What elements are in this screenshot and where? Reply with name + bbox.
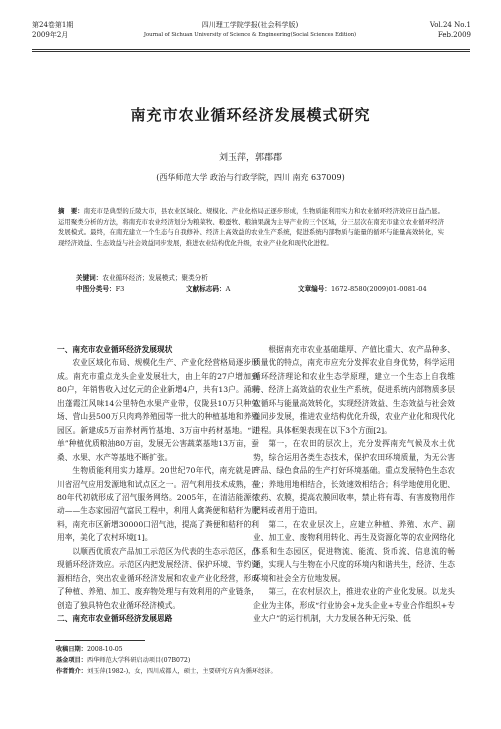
volume-issue-en: Vol.24 No.1 <box>429 21 471 29</box>
fund-value: 西华师范大学科研启动项目(07B072) <box>86 657 191 664</box>
article-value: 1672-8580(2009)01-0081-04 <box>330 285 427 293</box>
doc-value: A <box>225 285 231 293</box>
footnote-author <box>56 667 456 677</box>
article-number <box>298 283 427 293</box>
journal-name-en: Journal of Sichuan University of Science & Engineering(Social Sciences Edition) <box>143 32 357 38</box>
doc-label: 文献标志码： <box>186 285 226 293</box>
paragraph: 以顺西优质农产品加工示范区为代表的生态示范区，凸现循环经济效应。示范区内把发展经济、保护环境、节约资源相结合，突出农业循环经济发展和农业产业化经营，形成了种植、养殖、加工、废弃物处理与有效利用的产业链条，创造了独具特色农业循环经济模式。 <box>57 546 259 610</box>
right-column <box>253 343 455 626</box>
received-label: 收稿日期： <box>56 646 87 653</box>
paragraph: 生物质能利用实力雄厚。20世纪70年代，南充就是四川省沼气应用发源地和试点区之一。沼气利用技术成熟，在80年代初就形成了沼气服务网络。2005年，在清洁能源行动——生态家园沼气富民工程中，利用人禽粪便和秸秆为原料，南充市区新增30000口沼气池，提高了粪便和秸秆的利用率，美化了农村环境[1]。 <box>57 466 259 543</box>
section-heading-1: 一、南充市农业循环经济发展现状 <box>57 345 173 354</box>
header-right <box>430 20 471 40</box>
running-header <box>0 20 501 46</box>
section-heading-2: 二、南充市农业循环经济发展思路 <box>57 614 173 624</box>
header-rule <box>32 49 470 52</box>
author-names: 刘玉萍，郭郡郡 <box>218 153 282 163</box>
author-label: 作者简介： <box>56 668 87 675</box>
abstract-label: 摘 要： <box>58 207 84 215</box>
author-value: 刘玉萍(1982-)，女，四川成都人，硕士，主要研究方向为循环经济。 <box>86 668 277 675</box>
author-affiliation: (西华师范大学 政治与行政学院，四川 南充 637009) <box>156 173 345 182</box>
paragraph: 根据南充市农业基础雄厚、产值比重大、农产品种多、质量优的特点，南充市应充分发挥农业自身优势，科学运用循环经济理论和农业生态学原理，建立一个生态上自我维持、经济上高效益的农业生产系统，促进系统内部物质多层次循环与能量高效转化，实现经济效益、生态效益与社会效益同步发展，推进农业结构优化升级，农业产业化和现代化进程。具体框架表现在以下3个方面[2]。 <box>253 345 455 435</box>
abstract <box>58 206 444 248</box>
volume-issue: 第24卷第1期 <box>32 21 74 29</box>
document-code <box>186 283 230 293</box>
footnote-rule <box>55 640 145 641</box>
publication-date: 2009年2月 <box>32 31 69 39</box>
fund-label: 基金项目： <box>56 657 87 664</box>
article-title: 南充市农业循环经济发展模式研究 <box>130 106 371 124</box>
publication-date-en: Feb.2009 <box>437 31 471 39</box>
left-column <box>57 343 259 626</box>
footnote-fund <box>56 656 456 666</box>
clc-value: F3 <box>115 285 125 293</box>
clc-label: 中图分类号： <box>76 285 116 293</box>
paragraph: 第二，在农业层次上，应建立种植、养殖、水产、副业、加工业、废物利用转化、再生及资源化等的农业网络化体系和生态园区，促进物流、能流、货币流、信息流的畅通，实现人与生物在小尺度的环境内和谐共生，经济、生态环境和社会全方位地发展。 <box>253 519 455 583</box>
paragraph: 第一，在农田的层次上，充分发挥南充气候及水土优势，综合运用各类生态技术，保护农田环境质量，为无公害产品、绿色食品的生产打好环境基础。重点发展特色生态农业；养地用地相结合，长效速效相结合；科学地使用化肥、农药、农膜，提高农膜回收率，禁止将有毒、有害废物用作肥料或者用于造田。 <box>253 439 455 516</box>
clc-number <box>76 283 124 293</box>
article-label: 文章编号： <box>298 285 331 293</box>
keywords <box>76 272 456 282</box>
header-left <box>32 20 73 40</box>
abstract-text: 南充市是典型的丘陵大市，县农业区域化、规模化、产业化格局正逐步形成，生物质能利用实力和农业循环经济效应日益凸显。运用聚类分析的方法，将南充市农业经济划分为粮菜牧、粮蚕牧、粮油果蔬为主导产业的三个区域，分三层次在南充市建立农业循环经济发展模式。最终，在南充建立一个生态与自我修补、经济上高效益的农业生产系统，促进系统内部物质与能量的循环与能量高效转化，实现经济效益、生态效益与社会效益同步发展，推进农业结构优化升级，农业产业化和现代化进程。 <box>58 207 445 247</box>
journal-name-cn: 四川理工学院学报(社会科学版) <box>201 21 299 29</box>
paragraph: 农业区域化布局、规模化生产、产业化经营格局逐步形成。南充市重点龙头企业发展壮大，由上年的27户增加到80户，年销售收入过亿元的企业新增4户，共有13户。涌现出蓬霞江风味14公里特色水果产业带，仪陇县10万只种兔场、营山县500万只肉鸡养殖园等一批大的种植基地和养殖园区。新建成5万亩养材两竹基地、3万亩中药材基地。“订单”种植优质粮油80万亩，发展无公害蔬菜基地13万亩，蚕桑、水果、水产等基地不断扩张。 <box>57 358 259 462</box>
header-center <box>140 20 360 40</box>
keywords-label: 关键词： <box>76 274 103 282</box>
footnote-received <box>56 645 456 655</box>
paragraph: 第三，在农村层次上，推进农业的产业化发展。以龙头企业为主体，形成“行业协会+龙头企业+专业合作组织+专业大户”的运行机制，大力发展各种无污染、低 <box>253 587 455 624</box>
keywords-text: 农业循环经济；发展模式；聚类分析 <box>102 274 208 282</box>
received-value: 2008-10-05 <box>86 646 123 653</box>
